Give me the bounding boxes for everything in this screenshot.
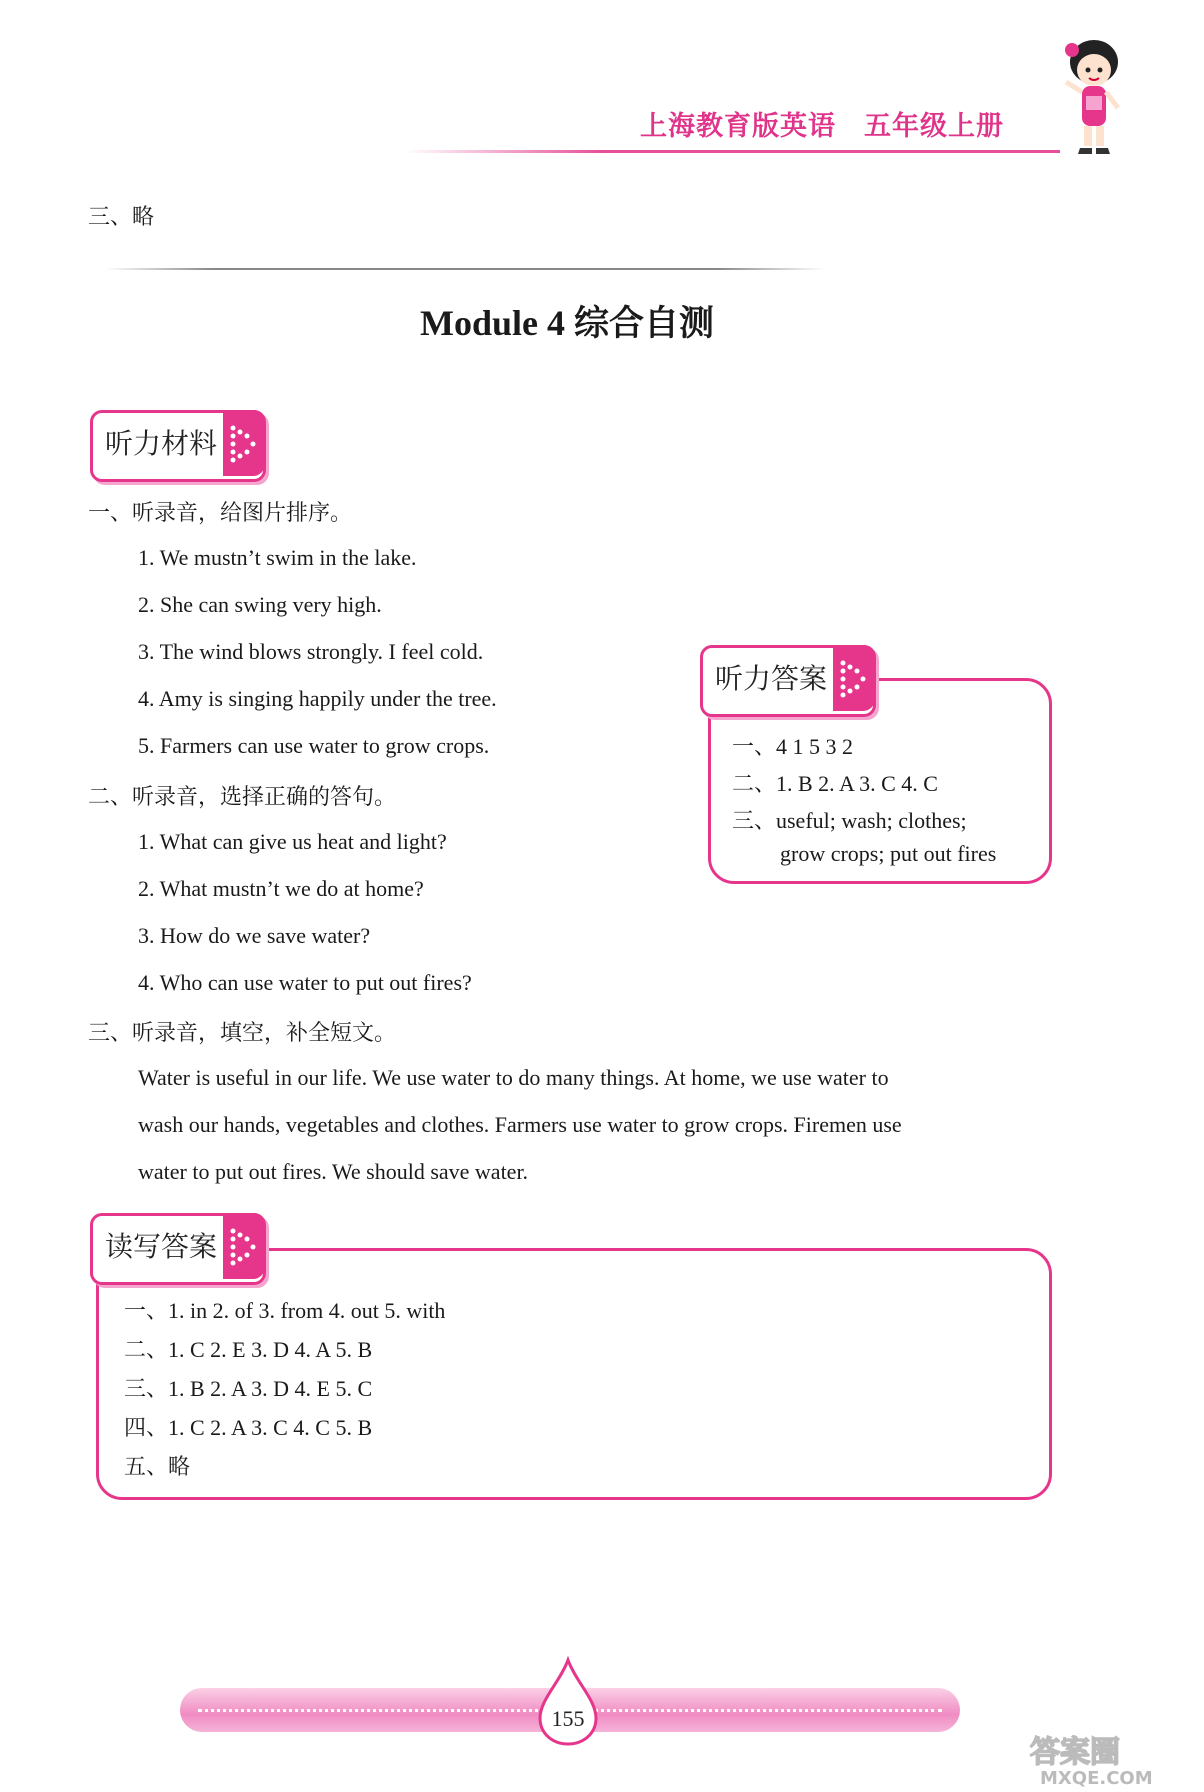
answer-line: 五、略 <box>124 1455 191 1480</box>
chevron-right-icon <box>223 1213 265 1279</box>
header-grade: 五年级上册 <box>864 111 1004 142</box>
list-item: 2. What mustn’t we do at home? <box>138 876 424 901</box>
answer-line: 三、1. B 2. A 3. D 4. E 5. C <box>124 1376 373 1401</box>
writing-answer-tag <box>90 1213 266 1285</box>
tag-label: 读写答案 <box>105 1230 218 1263</box>
page-number-drop-icon <box>536 1656 600 1746</box>
tag-label: 听力答案 <box>715 662 828 695</box>
tag-label: 听力材料 <box>105 427 218 460</box>
list-item: 3. How do we save water? <box>138 923 371 948</box>
passage-line: water to put out fires. We should save water. <box>138 1159 529 1184</box>
svg-text:答案圈: 答案圈 <box>1030 1735 1120 1770</box>
part2-heading: 二、听录音，选择正确的答句。 <box>88 785 397 810</box>
passage-line: wash our hands, vegetables and clothes. Farmers use water to grow crops. Firemen use <box>138 1112 902 1137</box>
list-item: 3. The wind blows strongly. I feel cold. <box>138 639 484 664</box>
header-rule <box>405 150 1060 153</box>
list-item: 4. Amy is singing happily under the tree. <box>138 686 497 711</box>
list-item: 1. We mustn’t swim in the lake. <box>138 545 417 570</box>
page-title <box>0 296 1134 346</box>
answer-line: 二、1. C 2. E 3. D 4. A 5. B <box>124 1337 373 1362</box>
girl-mascot-icon <box>1058 36 1128 162</box>
svg-text:MXQE.COM: MXQE.COM <box>1040 1768 1153 1788</box>
section-divider <box>105 268 825 270</box>
answer-line: 二、1. B 2. A 3. C 4. C <box>732 771 938 796</box>
list-item: 2. She can swing very high. <box>138 592 382 617</box>
header-book-title <box>640 104 1032 143</box>
chevron-right-icon <box>223 410 265 476</box>
list-item: 5. Farmers can use water to grow crops. <box>138 733 490 758</box>
passage-line: Water is useful in our life. We use water to do many things. At home, we use water to <box>138 1065 889 1090</box>
title-en: Module 4 <box>419 303 565 343</box>
chevron-right-icon <box>833 645 875 711</box>
part1-heading: 一、听录音，给图片排序。 <box>88 501 353 526</box>
page-number: 155 <box>551 1706 585 1731</box>
watermark-logo <box>1020 1728 1200 1788</box>
listening-material-tag <box>90 410 266 482</box>
answer-line: grow crops; put out fires <box>780 841 997 866</box>
answer-line: 一、4 1 5 3 2 <box>732 734 854 759</box>
part3-heading: 三、听录音，填空，补全短文。 <box>88 1021 397 1046</box>
answer-line: 一、1. in 2. of 3. from 4. out 5. with <box>124 1298 446 1323</box>
list-item: 1. What can give us heat and light? <box>138 829 447 854</box>
prev-section-answer: 三、略 <box>88 205 155 230</box>
header-book: 上海教育版英语 <box>640 111 836 142</box>
answer-line: 三、useful; wash; clothes; <box>732 808 967 833</box>
answer-line: 四、1. C 2. A 3. C 4. C 5. B <box>124 1415 373 1440</box>
title-cn: 综合自测 <box>574 304 715 344</box>
listening-answer-tag <box>700 645 876 717</box>
list-item: 4. Who can use water to put out fires? <box>138 970 472 995</box>
